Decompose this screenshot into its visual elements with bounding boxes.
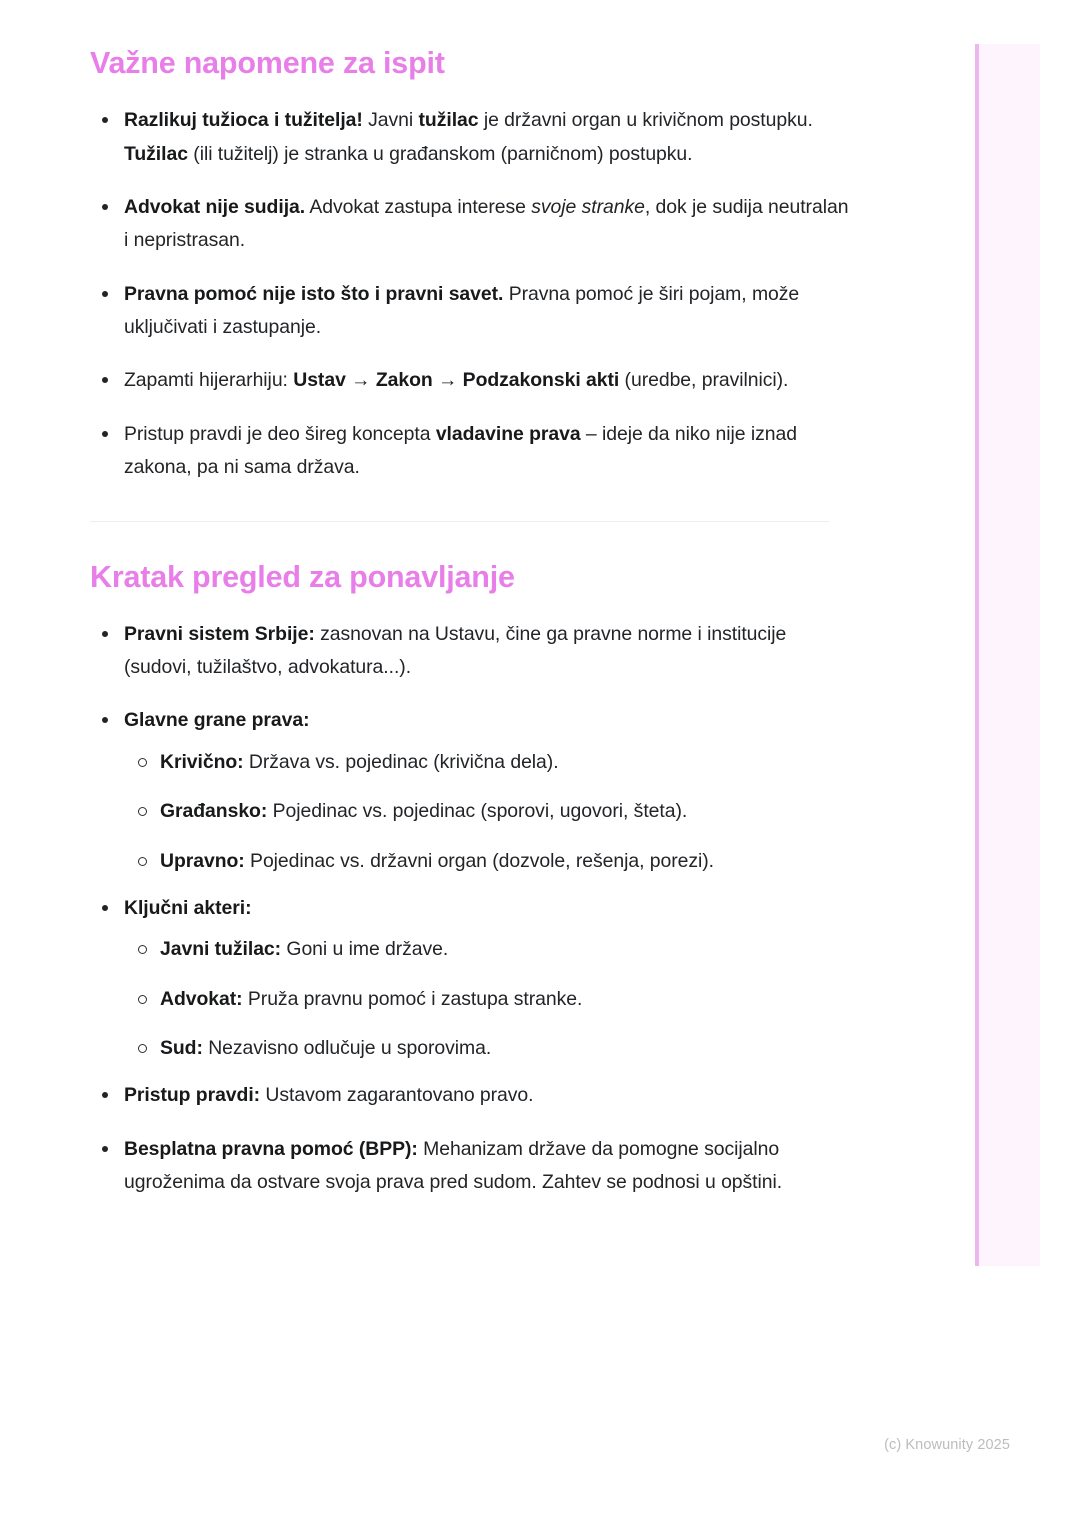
- sub-list-item-text: [160, 1037, 491, 1059]
- text-run: Pristup pravdi je deo šireg koncepta: [124, 422, 436, 445]
- list-item-text: [124, 897, 251, 919]
- list-item-text: [124, 109, 813, 164]
- bullet-list-vazne-napomene: [90, 104, 850, 484]
- list-item: [90, 704, 850, 878]
- emphasis-italic: svoje stranke: [531, 195, 645, 218]
- list-item: [90, 1133, 850, 1200]
- text-run: Mehanizam države da pomogne socijalno ugroženima da ostvare svoja prava pred sudom. Zahtev se podnosi u opštini.: [124, 1137, 783, 1194]
- emphasis-bold: Javni tužilac:: [160, 938, 282, 961]
- list-item-text: [124, 196, 848, 251]
- emphasis-bold: Sud:: [160, 1037, 203, 1059]
- list-item-text: [124, 1138, 782, 1193]
- text-run: Pojedinac vs. državni organ (dozvole, rešenja, porezi).: [244, 849, 714, 872]
- list-item-text: [124, 283, 799, 338]
- list-item: [90, 618, 850, 685]
- text-run: Goni u ime države.: [281, 938, 449, 961]
- text-run: – ideje da niko nije iznad zakona, pa ni sama država.: [124, 422, 797, 479]
- page-title: Važne napomene za ispit: [90, 46, 445, 80]
- text-run: Ustavom zagarantovano pravo.: [260, 1084, 534, 1107]
- sub-list-item-text: [160, 751, 559, 773]
- sub-list-item: [124, 746, 850, 779]
- emphasis-bold: Upravno:: [160, 849, 245, 872]
- text-run: zasnovan na Ustavu, čine ga pravne norme i institucije (sudovi, tužilaštvo, advokatura...).: [124, 622, 787, 678]
- list-item-text: [124, 1084, 534, 1106]
- emphasis-bold: Pristup pravdi:: [124, 1084, 261, 1107]
- emphasis-bold: Razlikuj tužioca i tužitelja!: [124, 109, 363, 132]
- emphasis-bold: Građansko:: [160, 800, 268, 823]
- sub-list-item: [124, 795, 850, 828]
- list-item-text: [124, 709, 310, 731]
- section-vazne-napomene: [90, 44, 850, 485]
- text-run: , dok je sudija neutralan i nepristrasan.: [124, 195, 849, 252]
- sub-list-item-text: [160, 850, 714, 872]
- emphasis-bold: Pravni sistem Srbije:: [124, 622, 315, 645]
- list-item-text: [124, 623, 786, 678]
- text-run: Javni: [362, 109, 419, 132]
- text-run: Nezavisno odlučuje u sporovima.: [202, 1037, 492, 1059]
- sub-list-item: [124, 845, 850, 878]
- sub-bullet-list: [124, 933, 850, 1065]
- sub-list-item-text: [160, 988, 582, 1010]
- bullet-list-kratak-pregled: [90, 618, 850, 1200]
- list-item: [90, 418, 850, 485]
- list-item: [90, 364, 850, 397]
- text-run: Država vs. pojedinac (krivična dela).: [243, 750, 559, 773]
- text-run: Zapamti hijerarhiju:: [124, 369, 294, 392]
- emphasis-bold: Advokat:: [160, 987, 243, 1010]
- footer-copyright: (c) Knowunity 2025: [884, 1437, 1010, 1453]
- emphasis-bold: Advokat nije sudija.: [124, 195, 306, 218]
- list-item: [90, 892, 850, 1066]
- section-divider: [90, 521, 829, 522]
- list-item: [90, 1079, 850, 1112]
- sub-bullet-list: [124, 746, 850, 878]
- text-run: (uredbe, pravilnici).: [619, 369, 789, 392]
- list-item-text: [124, 369, 788, 391]
- text-run: je državni organ u krivičnom postupku.: [478, 109, 813, 132]
- emphasis-bold: Besplatna pravna pomoć (BPP):: [124, 1137, 418, 1160]
- list-item: [90, 104, 850, 171]
- sub-list-item-text: [160, 938, 448, 960]
- emphasis-bold: tužilac: [418, 109, 479, 132]
- emphasis-bold: Ključni akteri:: [124, 896, 252, 919]
- list-item: [90, 278, 850, 345]
- emphasis-bold: Glavne grane prava:: [124, 709, 310, 732]
- sub-list-item: [124, 983, 850, 1016]
- text-run: (ili tužitelj) je stranka u građanskom (parničnom) postupku.: [187, 142, 693, 165]
- sub-list-item-text: [160, 800, 687, 822]
- text-run: Pravna pomoć je širi pojam, može uključivati i zastupanje.: [124, 282, 800, 338]
- emphasis-bold: Ustav → Zakon → Podzakonski akti: [293, 369, 620, 392]
- sub-list-item: [124, 933, 850, 966]
- list-item: [90, 191, 850, 258]
- section-kratak-pregled: [90, 558, 850, 1200]
- decorative-side-panel: [975, 44, 1040, 1266]
- text-run: Advokat zastupa interese: [305, 195, 532, 218]
- section-title-kratak-pregled: Kratak pregled za ponavljanje: [90, 559, 515, 594]
- text-run: Pruža pravnu pomoć i zastupa stranke.: [242, 987, 583, 1010]
- emphasis-bold: Pravna pomoć nije isto što i pravni savet.: [124, 282, 504, 305]
- text-run: Pojedinac vs. pojedinac (sporovi, ugovori, šteta).: [267, 800, 688, 823]
- sub-list-item: [124, 1032, 850, 1065]
- emphasis-bold: Krivično:: [160, 750, 244, 773]
- emphasis-bold: Tužilac: [124, 142, 188, 165]
- list-item-text: [124, 423, 797, 478]
- emphasis-bold: vladavine prava: [435, 422, 581, 445]
